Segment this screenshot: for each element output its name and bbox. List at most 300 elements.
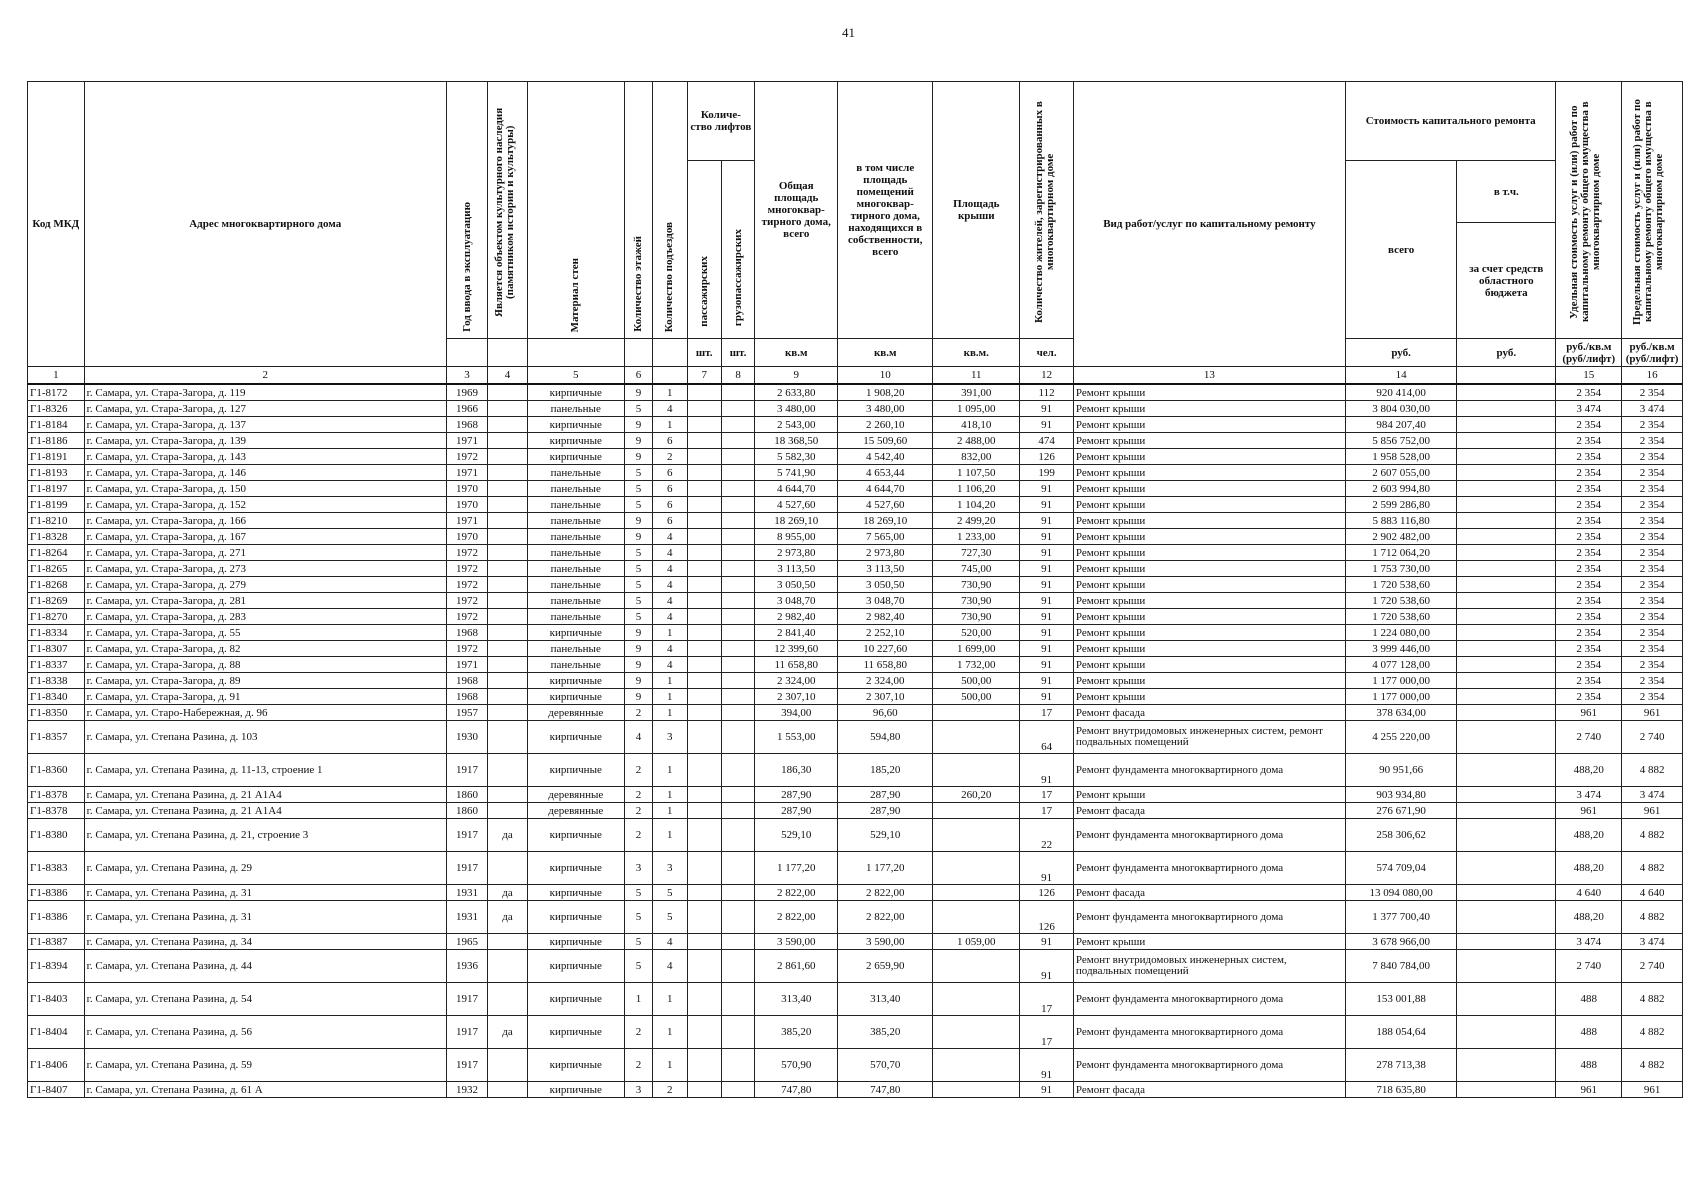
table-row [28,609,1683,625]
cell-lp [687,545,721,561]
cell-heritage [488,787,527,803]
cell-roof: 260,20 [933,787,1020,803]
cell-total: 287,90 [755,803,838,819]
cell-total: 3 050,50 [755,577,838,593]
cell-material: кирпичные [527,625,624,641]
cell-reg [1457,901,1556,934]
cell-unit: 2 354 [1556,449,1622,465]
cell-res: 64 [1020,721,1074,754]
cell-lp [687,417,721,433]
cell-unit: 488,20 [1556,754,1622,787]
cell-entrances: 1 [653,754,687,787]
cell-unit: 2 354 [1556,641,1622,657]
cell-incl: 1 177,20 [838,852,933,885]
cell-entrances: 3 [653,721,687,754]
cell-year: 1970 [446,481,487,497]
cell-entrances: 1 [653,787,687,803]
cell-max: 4 882 [1622,819,1683,852]
cell-max: 2 354 [1622,449,1683,465]
cell-address: г. Самара, ул. Стара-Загора, д. 150 [84,481,446,497]
header-lifts: Количе- ство лифтов [687,82,755,161]
column-number: 4 [488,367,527,385]
cell-reg [1457,384,1556,401]
cell-heritage: да [488,1016,527,1049]
cell-address: г. Самара, ул. Стара-Загора, д. 146 [84,465,446,481]
cell-total: 12 399,60 [755,641,838,657]
cell-max: 4 882 [1622,1016,1683,1049]
cell-max: 2 354 [1622,545,1683,561]
cell-max: 2 740 [1622,721,1683,754]
cell-max: 4 882 [1622,983,1683,1016]
cell-unit: 2 354 [1556,689,1622,705]
cell-material: кирпичные [527,885,624,901]
cell-unit: 2 354 [1556,561,1622,577]
cell-heritage: да [488,885,527,901]
cell-incl: 96,60 [838,705,933,721]
cell-lp [687,787,721,803]
cell-reg [1457,577,1556,593]
cell-year: 1932 [446,1082,487,1098]
cell-lc [721,934,754,950]
cell-roof: 832,00 [933,449,1020,465]
cell-heritage [488,983,527,1016]
cell-entrances: 1 [653,689,687,705]
cell-reg [1457,1016,1556,1049]
cell-work: Ремонт фундамента многоквартирного дома [1073,852,1345,885]
cell-reg [1457,545,1556,561]
cell-floors: 3 [624,852,652,885]
cell-unit: 2 354 [1556,497,1622,513]
cell-material: кирпичные [527,721,624,754]
cell-reg [1457,983,1556,1016]
unit-residents: чел. [1020,339,1074,367]
cell-year: 1917 [446,852,487,885]
cell-work: Ремонт крыши [1073,465,1345,481]
cell-material: кирпичные [527,689,624,705]
cell-max: 4 882 [1622,901,1683,934]
cell-work: Ремонт крыши [1073,593,1345,609]
cell-max: 2 354 [1622,689,1683,705]
cell-res: 126 [1020,449,1074,465]
cell-entrances: 4 [653,657,687,673]
table-row [28,819,1683,852]
cell-cost: 718 635,80 [1345,1082,1456,1098]
cell-lc [721,787,754,803]
cell-incl: 529,10 [838,819,933,852]
cell-roof: 1 699,00 [933,641,1020,657]
header-cost-total: всего [1345,161,1456,339]
table-row [28,561,1683,577]
cell-material: панельные [527,529,624,545]
header-cost-regional: за счет средств областного бюджета [1457,223,1556,339]
cell-address: г. Самара, ул. Старо-Набережная, д. 96 [84,705,446,721]
cell-incl: 3 050,50 [838,577,933,593]
cell-floors: 5 [624,609,652,625]
cell-unit: 488 [1556,983,1622,1016]
cell-reg [1457,934,1556,950]
cell-lp [687,721,721,754]
cell-total: 3 590,00 [755,934,838,950]
cell-code: Г1-8193 [28,465,85,481]
cell-heritage [488,561,527,577]
cell-entrances: 5 [653,885,687,901]
table-row [28,545,1683,561]
cell-total: 2 633,80 [755,384,838,401]
cell-max: 961 [1622,705,1683,721]
cell-year: 1972 [446,545,487,561]
cell-heritage [488,803,527,819]
header-entrances: Количество подъездов [663,221,676,332]
cell-res: 91 [1020,481,1074,497]
cell-lc [721,481,754,497]
cell-lc [721,384,754,401]
cell-incl: 287,90 [838,787,933,803]
cell-entrances: 1 [653,417,687,433]
cell-incl: 3 113,50 [838,561,933,577]
cell-res: 91 [1020,657,1074,673]
cell-max: 2 354 [1622,513,1683,529]
cell-year: 1968 [446,417,487,433]
cell-floors: 2 [624,819,652,852]
cell-entrances: 4 [653,529,687,545]
cell-reg [1457,465,1556,481]
cell-unit: 3 474 [1556,401,1622,417]
cell-code: Г1-8199 [28,497,85,513]
cell-code: Г1-8386 [28,885,85,901]
cell-lp [687,852,721,885]
cell-total: 570,90 [755,1049,838,1082]
cell-total: 287,90 [755,787,838,803]
cell-reg [1457,689,1556,705]
cell-code: Г1-8334 [28,625,85,641]
cell-unit: 2 354 [1556,657,1622,673]
cell-code: Г1-8406 [28,1049,85,1082]
cell-unit: 2 354 [1556,513,1622,529]
cell-work: Ремонт крыши [1073,513,1345,529]
table-row [28,625,1683,641]
cell-material: кирпичные [527,934,624,950]
cell-code: Г1-8394 [28,950,85,983]
cell-material: панельные [527,465,624,481]
cell-floors: 9 [624,513,652,529]
cell-total: 3 113,50 [755,561,838,577]
cell-cost: 3 678 966,00 [1345,934,1456,950]
cell-heritage [488,721,527,754]
cell-roof: 1 095,00 [933,401,1020,417]
cell-incl: 2 260,10 [838,417,933,433]
cell-max: 3 474 [1622,934,1683,950]
cell-incl: 3 048,70 [838,593,933,609]
cell-incl: 570,70 [838,1049,933,1082]
cell-max: 961 [1622,803,1683,819]
cell-roof: 727,30 [933,545,1020,561]
cell-floors: 3 [624,1082,652,1098]
cell-material: панельные [527,657,624,673]
cell-heritage [488,950,527,983]
cell-year: 1969 [446,384,487,401]
cell-code: Г1-8184 [28,417,85,433]
cell-cost: 1 377 700,40 [1345,901,1456,934]
cell-code: Г1-8326 [28,401,85,417]
column-number: 6 [624,367,652,385]
cell-floors: 4 [624,721,652,754]
cell-res: 126 [1020,901,1074,934]
cell-entrances: 1 [653,819,687,852]
cell-total: 2 973,80 [755,545,838,561]
cell-entrances: 4 [653,561,687,577]
cell-unit: 2 354 [1556,577,1622,593]
table-body [28,384,1683,1098]
cell-work: Ремонт крыши [1073,625,1345,641]
cell-entrances: 6 [653,481,687,497]
cell-address: г. Самара, ул. Степана Разина, д. 56 [84,1016,446,1049]
cell-reg [1457,950,1556,983]
cell-reg [1457,449,1556,465]
cell-cost: 1 224 080,00 [1345,625,1456,641]
cell-lc [721,819,754,852]
cell-entrances: 1 [653,983,687,1016]
cell-res: 91 [1020,641,1074,657]
cell-unit: 488 [1556,1016,1622,1049]
cell-lp [687,950,721,983]
cell-total: 4 527,60 [755,497,838,513]
cell-code: Г1-8268 [28,577,85,593]
cell-max: 2 354 [1622,433,1683,449]
cell-cost: 278 713,38 [1345,1049,1456,1082]
cell-lp [687,754,721,787]
cell-code: Г1-8340 [28,689,85,705]
cell-unit: 2 354 [1556,481,1622,497]
cell-year: 1931 [446,885,487,901]
cell-incl: 2 973,80 [838,545,933,561]
cell-material: кирпичные [527,673,624,689]
cell-unit: 2 354 [1556,433,1622,449]
cell-lc [721,803,754,819]
cell-max: 4 640 [1622,885,1683,901]
cell-res: 91 [1020,513,1074,529]
cell-total: 186,30 [755,754,838,787]
cell-max: 961 [1622,1082,1683,1098]
cell-cost: 1 720 538,60 [1345,577,1456,593]
cell-res: 91 [1020,593,1074,609]
table-row [28,465,1683,481]
cell-material: деревянные [527,803,624,819]
cell-cost: 2 599 286,80 [1345,497,1456,513]
cell-res: 91 [1020,950,1074,983]
table-row [28,657,1683,673]
cell-roof: 500,00 [933,689,1020,705]
cell-incl: 2 324,00 [838,673,933,689]
cell-incl: 4 527,60 [838,497,933,513]
cell-max: 2 354 [1622,481,1683,497]
cell-res: 91 [1020,1082,1074,1098]
column-number: 8 [721,367,754,385]
unit-cost-total: руб. [1345,339,1456,367]
table-row [28,1049,1683,1082]
cell-heritage [488,513,527,529]
cell-unit: 2 354 [1556,417,1622,433]
cell-res: 91 [1020,529,1074,545]
cell-code: Г1-8383 [28,852,85,885]
cell-floors: 9 [624,641,652,657]
cell-year: 1971 [446,433,487,449]
cell-reg [1457,481,1556,497]
cell-code: Г1-8265 [28,561,85,577]
header-heritage: Является объектом культурного наследия (памятником истории и культуры) [493,107,517,317]
cell-res: 91 [1020,625,1074,641]
cell-heritage [488,1082,527,1098]
cell-floors: 5 [624,465,652,481]
cell-year: 1966 [446,401,487,417]
cell-lc [721,529,754,545]
cell-lc [721,593,754,609]
cell-material: панельные [527,577,624,593]
cell-res: 22 [1020,819,1074,852]
cell-reg [1457,1082,1556,1098]
cell-address: г. Самара, ул. Степана Разина, д. 103 [84,721,446,754]
cell-lc [721,885,754,901]
cell-work: Ремонт крыши [1073,673,1345,689]
table-row [28,497,1683,513]
cell-address: г. Самара, ул. Степана Разина, д. 59 [84,1049,446,1082]
cell-lp [687,705,721,721]
cell-code: Г1-8380 [28,819,85,852]
cell-lp [687,433,721,449]
cell-lp [687,449,721,465]
cell-lc [721,609,754,625]
cell-roof: 391,00 [933,384,1020,401]
cell-incl: 385,20 [838,1016,933,1049]
cell-incl: 4 653,44 [838,465,933,481]
column-number: 3 [446,367,487,385]
cell-incl: 3 590,00 [838,934,933,950]
table-row [28,721,1683,754]
cell-work: Ремонт фасада [1073,705,1345,721]
cell-heritage [488,481,527,497]
cell-roof [933,950,1020,983]
cell-code: Г1-8269 [28,593,85,609]
cell-reg [1457,609,1556,625]
cell-total: 2 324,00 [755,673,838,689]
cell-reg [1457,705,1556,721]
cell-max: 3 474 [1622,401,1683,417]
cell-total: 2 982,40 [755,609,838,625]
cell-entrances: 4 [653,593,687,609]
cell-unit: 2 354 [1556,545,1622,561]
cell-roof [933,754,1020,787]
cell-total: 529,10 [755,819,838,852]
cell-cost: 188 054,64 [1345,1016,1456,1049]
cell-roof: 745,00 [933,561,1020,577]
cell-res: 112 [1020,384,1074,401]
cell-max: 2 354 [1622,673,1683,689]
column-number: 2 [84,367,446,385]
cell-entrances: 2 [653,449,687,465]
cell-reg [1457,657,1556,673]
table-row [28,641,1683,657]
cell-incl: 2 659,90 [838,950,933,983]
unit-pcs-cargo: шт. [721,339,754,367]
cell-max: 2 354 [1622,625,1683,641]
cell-roof: 418,10 [933,417,1020,433]
cell-code: Г1-8357 [28,721,85,754]
cell-total: 313,40 [755,983,838,1016]
cell-reg [1457,561,1556,577]
cell-res: 91 [1020,497,1074,513]
cell-heritage [488,934,527,950]
cell-incl: 287,90 [838,803,933,819]
cell-max: 3 474 [1622,787,1683,803]
cell-reg [1457,721,1556,754]
cell-lp [687,593,721,609]
cell-address: г. Самара, ул. Степана Разина, д. 21 А1А4 [84,803,446,819]
cell-incl: 7 565,00 [838,529,933,545]
cell-max: 2 354 [1622,609,1683,625]
cell-address: г. Самара, ул. Стара-Загора, д. 279 [84,577,446,593]
header-cost-incl: в т.ч. [1457,161,1556,223]
cell-floors: 9 [624,417,652,433]
cell-cost: 1 958 528,00 [1345,449,1456,465]
table-row [28,787,1683,803]
cell-floors: 5 [624,497,652,513]
cell-material: панельные [527,481,624,497]
cell-lc [721,673,754,689]
cell-year: 1971 [446,657,487,673]
cell-address: г. Самара, ул. Стара-Загора, д. 167 [84,529,446,545]
cell-year: 1971 [446,513,487,529]
cell-lc [721,417,754,433]
unit-incl-area: кв.м [838,339,933,367]
cell-reg [1457,754,1556,787]
cell-address: г. Самара, ул. Степана Разина, д. 61 А [84,1082,446,1098]
cell-year: 1968 [446,673,487,689]
cell-roof: 730,90 [933,577,1020,593]
cell-incl: 1 908,20 [838,384,933,401]
cell-work: Ремонт фундамента многоквартирного дома [1073,1016,1345,1049]
cell-reg [1457,641,1556,657]
cell-entrances: 1 [653,1016,687,1049]
cell-res: 17 [1020,705,1074,721]
cell-cost: 1 753 730,00 [1345,561,1456,577]
column-number: 12 [1020,367,1074,385]
cell-res: 199 [1020,465,1074,481]
cell-cost: 153 001,88 [1345,983,1456,1016]
cell-max: 2 740 [1622,950,1683,983]
table-row [28,885,1683,901]
cell-work: Ремонт крыши [1073,787,1345,803]
cell-year: 1972 [446,561,487,577]
cell-code: Г1-8338 [28,673,85,689]
cell-res: 474 [1020,433,1074,449]
cell-code: Г1-8264 [28,545,85,561]
cell-res: 91 [1020,561,1074,577]
cell-code: Г1-8403 [28,983,85,1016]
cell-lc [721,1016,754,1049]
cell-lc [721,641,754,657]
cell-lc [721,950,754,983]
cell-cost: 1 720 538,60 [1345,593,1456,609]
unit-unit-cost: руб./кв.м (руб/лифт) [1556,339,1622,367]
cell-lp [687,934,721,950]
cell-cost: 2 603 994,80 [1345,481,1456,497]
cell-year: 1931 [446,901,487,934]
cell-unit: 2 354 [1556,593,1622,609]
cell-heritage [488,593,527,609]
cell-floors: 9 [624,657,652,673]
cell-roof: 1 059,00 [933,934,1020,950]
cell-heritage [488,401,527,417]
cell-incl: 4 542,40 [838,449,933,465]
